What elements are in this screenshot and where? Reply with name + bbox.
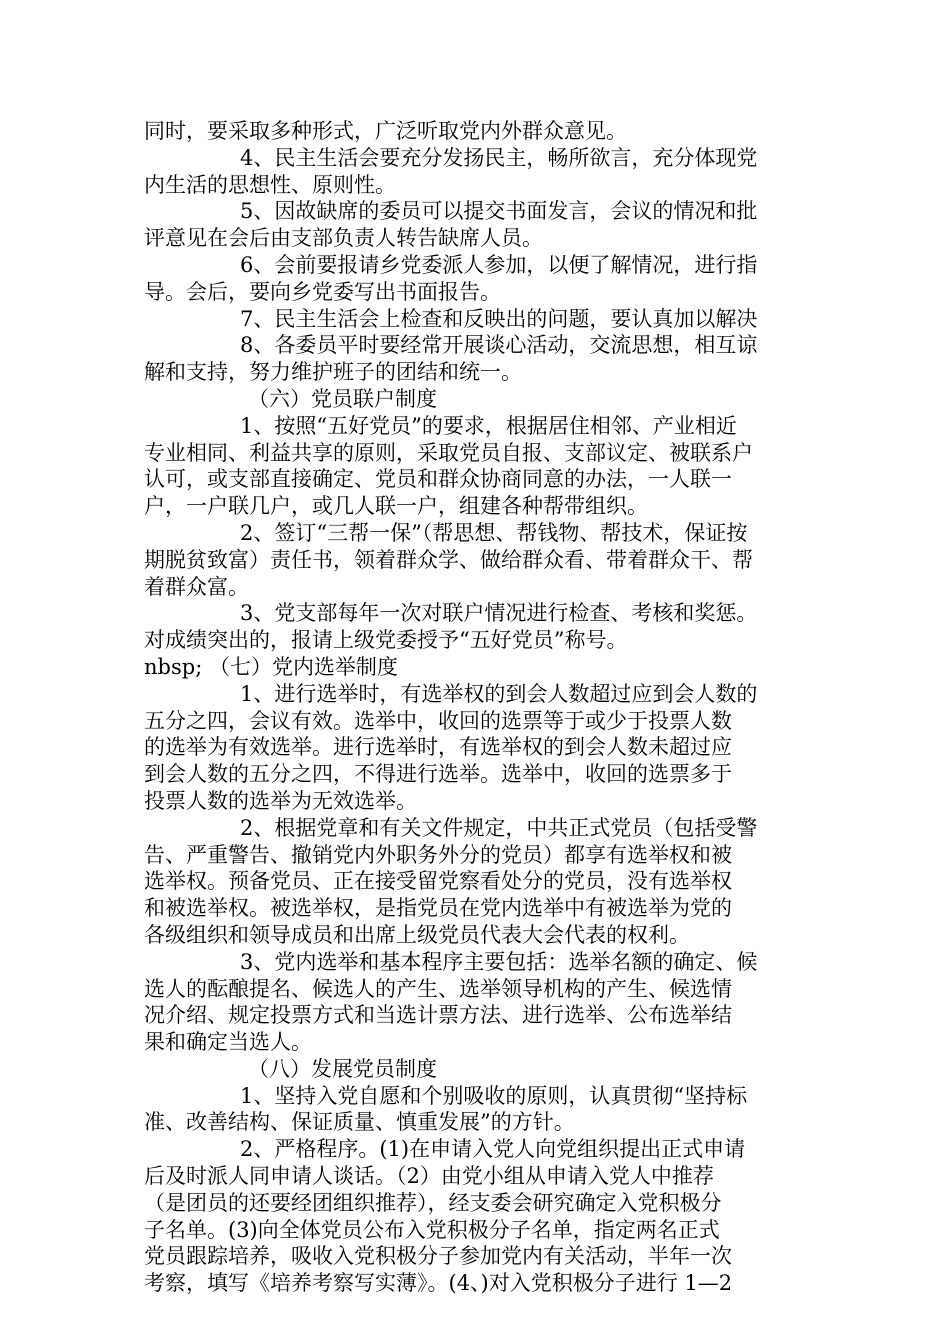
text-line: 2、签订“三帮一保”（帮思想、帮钱物、帮技术，保证按 (240, 520, 748, 545)
text-line: 8、各委员平时要经常开展谈心活动，交流思想，相互谅 (240, 333, 758, 358)
text-line: 各级组织和领导成员和出席上级党员代表大会代表的权利。 (144, 922, 690, 947)
text-line: （是团员的还要经团组织推荐），经支委会研究确定入党积极分 (144, 1190, 722, 1215)
text-line: 1、按照“五好党员”的要求，根据居住相邻、产业相近 (240, 413, 737, 438)
text-line: 7、民主生活会上检查和反映出的问题，要认真加以解决 (240, 306, 758, 331)
text-line: 户，一户联几户，或几人联一户，组建各种帮带组织。 (144, 494, 648, 519)
text-line: 准、改善结构、保证质量、慎重发展”的方针。 (144, 1110, 575, 1135)
text-line: 五分之四，会议有效。选举中，收回的选票等于或少于投票人数 (144, 708, 732, 733)
text-line: 到会人数的五分之四，不得进行选举。选举中，收回的选票多于 (144, 762, 732, 787)
text-line: （八）发展党员制度 (248, 1056, 437, 1081)
text-line: 后及时派人同申请人谈话。（2）由党小组从申请入党人中推荐 (144, 1164, 714, 1189)
text-line: 3、党支部每年一次对联户情况进行检查、考核和奖惩。 (240, 601, 758, 626)
text-line: 投票人数的选举为无效选举。 (144, 788, 417, 813)
text-line: 内生活的思想性、原则性。 (144, 172, 396, 197)
text-line: 对成绩突出的，报请上级党委授予“五好党员”称号。 (144, 628, 628, 653)
text-line: 果和确定当选人。 (144, 1030, 312, 1055)
text-line: 告、严重警告、撤销党内外职务外分的党员）都享有选举权和被 (144, 842, 732, 867)
text-line: 2、严格程序。(1)在申请入党人向党组织提出正式申请 (240, 1137, 746, 1162)
text-line: 专业相同、利益共享的原则，采取党员自报、支部议定、被联系户 (144, 440, 753, 465)
text-line: 评意见在会后由支部负责人转告缺席人员。 (144, 226, 543, 251)
text-line: 认可，或支部直接确定、党员和群众协商同意的办法，一人联一 (144, 467, 732, 492)
text-line: 2、根据党章和有关文件规定，中共正式党员（包括受警 (240, 815, 758, 840)
text-line: 1、坚持入党自愿和个别吸收的原则，认真贯彻“坚持标 (240, 1083, 748, 1108)
text-line: 解和支持，努力维护班子的团结和统一。 (144, 360, 522, 385)
text-line: nbsp; （七）党内选举制度 (144, 654, 398, 679)
text-line: 1、进行选举时，有选举权的到会人数超过应到会人数的 (240, 681, 758, 706)
document-body (144, 118, 814, 1297)
text-line: 子名单。(3)向全体党员公布入党积极分子名单，指定两名正式 (144, 1217, 720, 1242)
text-line: 导。会后，要向乡党委写出书面报告。 (144, 279, 501, 304)
text-line: 的选举为有效选举。进行选举时，有选举权的到会人数未超过应 (144, 735, 732, 760)
text-line: 况介绍、规定投票方式和当选计票方法、进行选举、公布选举结 (144, 1003, 732, 1028)
text-line: 期脱贫致富）责任书，领着群众学、做给群众看、带着群众干、帮 (144, 547, 753, 572)
text-line: 选举权。预备党员、正在接受留党察看处分的党员，没有选举权 (144, 869, 732, 894)
text-line: （六）党员联户制度 (248, 386, 437, 411)
text-line: 选人的酝酿提名、候选人的产生、选举领导机构的产生、候选情 (144, 976, 732, 1001)
text-line: 同时，要采取多种形式，广泛听取党内外群众意见。 (144, 119, 627, 143)
text-line: 和被选举权。被选举权，是指党员在党内选举中有被选举为党的 (144, 896, 732, 921)
text-line: 4、民主生活会要充分发扬民主，畅所欲言，充分体现党 (240, 145, 758, 170)
text-line: 考察，填写《培养考察写实薄》。(4、)对入党积极分子进行 1—2 (144, 1271, 733, 1296)
text-line: 3、党内选举和基本程序主要包括：选举名额的确定、候 (240, 949, 758, 974)
text-line: 党员跟踪培养，吸收入党积极分子参加党内有关活动，半年一次 (144, 1244, 732, 1269)
text-line: 6、会前要报请乡党委派人参加，以便了解情况，进行指 (240, 252, 758, 277)
text-line: 着群众富。 (144, 574, 249, 599)
text-line: 5、因故缺席的委员可以提交书面发言，会议的情况和批 (240, 199, 758, 224)
